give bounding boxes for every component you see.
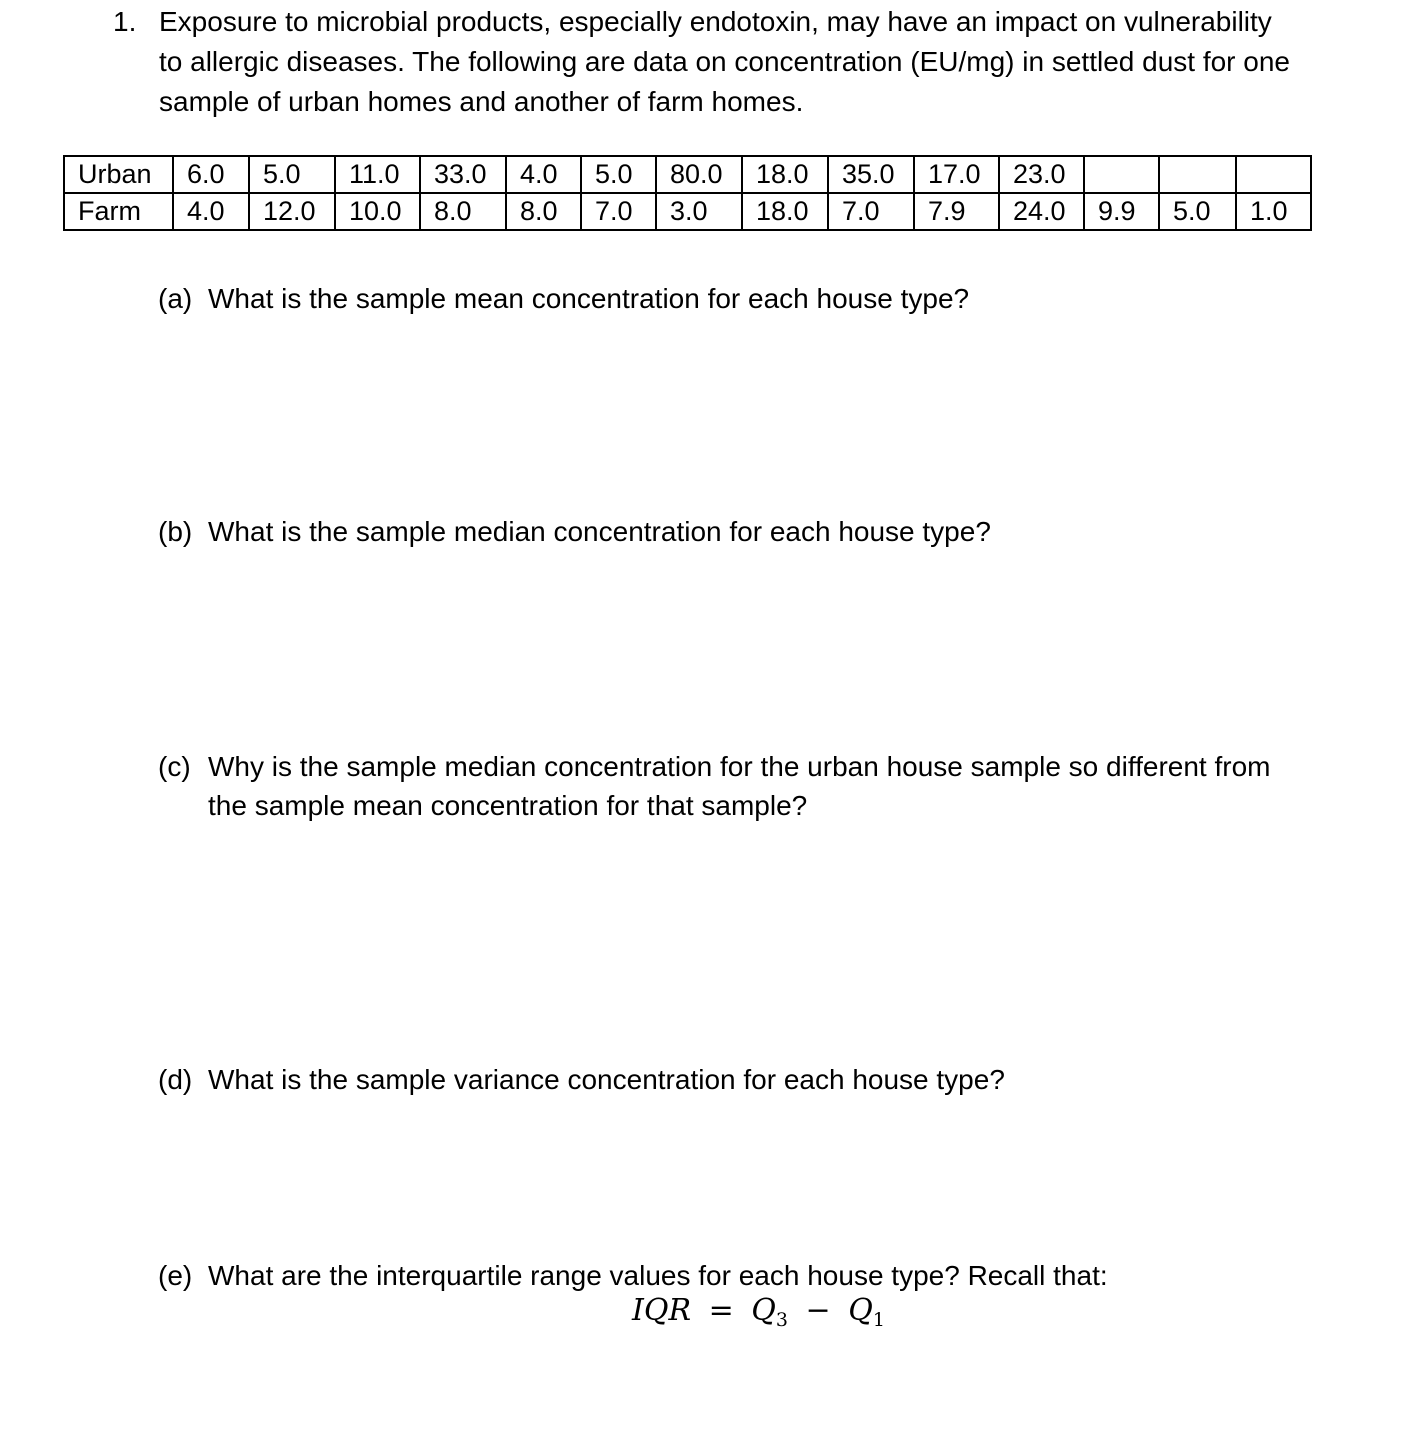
table-cell: 18.0 — [742, 193, 828, 230]
question-label: (a) — [158, 283, 193, 314]
question-label: (e) — [158, 1260, 193, 1291]
question-text: What is the sample mean concentration for each house type? — [208, 283, 970, 314]
table-cell: 10.0 — [335, 193, 420, 230]
table-cell: 5.0 — [249, 156, 335, 193]
formula-q3-sub: 3 — [775, 1309, 788, 1331]
table-row — [64, 156, 1311, 193]
question-e — [158, 1256, 1298, 1295]
concentration-table — [63, 155, 1312, 231]
table-cell: 33.0 — [420, 156, 506, 193]
table-cell: 23.0 — [999, 156, 1084, 193]
table-cell: 5.0 — [581, 156, 656, 193]
table-cell: 3.0 — [656, 193, 742, 230]
table-cell: 8.0 — [506, 193, 581, 230]
table-cell: 8.0 — [420, 193, 506, 230]
table-cell: 7.0 — [828, 193, 914, 230]
table-cell — [1084, 156, 1159, 193]
table-cell: 35.0 — [828, 156, 914, 193]
table-cell: 4.0 — [506, 156, 581, 193]
question-d — [158, 1060, 1298, 1099]
question-text: What are the interquartile range values for each house type? Recall that: — [208, 1260, 1108, 1291]
table-cell: 80.0 — [656, 156, 742, 193]
formula-q1: Q — [848, 1293, 873, 1328]
row-label: Farm — [64, 193, 173, 230]
formula-minus: − — [805, 1293, 831, 1328]
table-cell — [1236, 156, 1311, 193]
question-text: What is the sample variance concentration for each house type? — [208, 1064, 1005, 1095]
problem-statement — [113, 2, 1293, 122]
table-cell: 9.9 — [1084, 193, 1159, 230]
question-label: (d) — [158, 1064, 193, 1095]
table-cell: 11.0 — [335, 156, 420, 193]
table-cell: 4.0 — [173, 193, 249, 230]
question-label: (c) — [158, 751, 191, 782]
question-b — [158, 512, 1298, 551]
formula-lhs: IQR — [632, 1293, 692, 1328]
table-cell: 7.9 — [914, 193, 999, 230]
table-cell: 6.0 — [173, 156, 249, 193]
table-cell: 17.0 — [914, 156, 999, 193]
table-cell — [1159, 156, 1236, 193]
question-label: (b) — [158, 516, 193, 547]
iqr-formula — [632, 1293, 885, 1331]
question-text: What is the sample median concentration for each house type? — [208, 516, 991, 547]
table-cell: 7.0 — [581, 193, 656, 230]
question-a — [158, 279, 1298, 318]
table-row — [64, 193, 1311, 230]
formula-equals: = — [708, 1293, 734, 1328]
formula-q1-sub: 1 — [872, 1309, 885, 1331]
table-cell: 24.0 — [999, 193, 1084, 230]
table-cell: 5.0 — [1159, 193, 1236, 230]
formula-q3: Q — [751, 1293, 776, 1328]
question-c — [158, 747, 1298, 825]
question-text: Why is the sample median concentration for the urban house sample so different from the sample mean concentration for that sample? — [208, 751, 1271, 821]
table-cell: 18.0 — [742, 156, 828, 193]
table-cell: 1.0 — [1236, 193, 1311, 230]
row-label: Urban — [64, 156, 173, 193]
table-cell: 12.0 — [249, 193, 335, 230]
problem-number: 1. — [113, 6, 137, 37]
problem-stem: Exposure to microbial products, especially endotoxin, may have an impact on vulnerability to allergic diseases. The following are data on concentration (EU/mg) in settled dust for one sample of urban homes and another of farm homes. — [159, 6, 1290, 117]
